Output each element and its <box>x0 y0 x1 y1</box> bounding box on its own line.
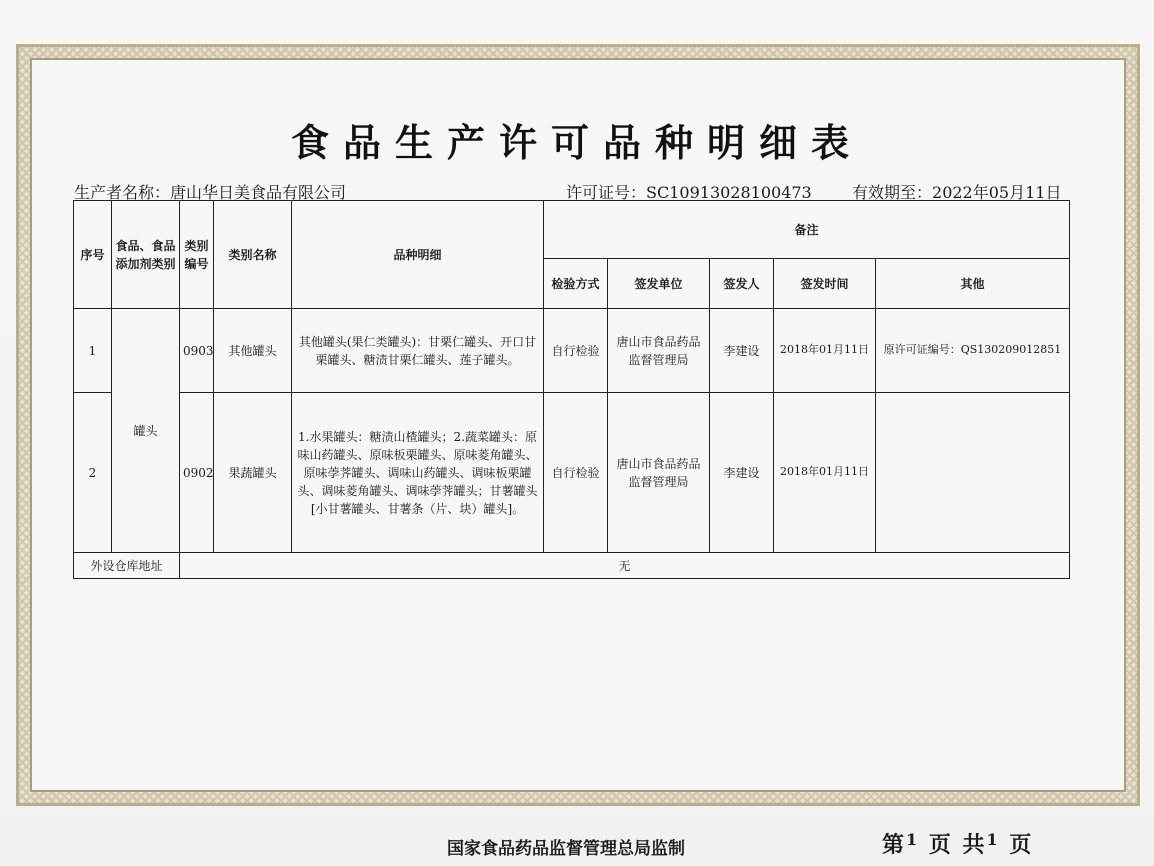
row-issuer: 李建设 <box>710 393 774 553</box>
page-prefix: 第 <box>882 832 907 858</box>
row-details: 其他罐头(果仁类罐头)：甘栗仁罐头、开口甘栗罐头、糖渍甘栗仁罐头、莲子罐头。 <box>292 309 544 393</box>
row-name: 果蔬罐头 <box>214 393 292 553</box>
producer-label: 生产者名称： <box>74 183 171 202</box>
header-inspection: 检验方式 <box>544 259 608 309</box>
header-issue-date: 签发时间 <box>774 259 876 309</box>
row-other <box>876 393 1070 553</box>
header-issuer-unit: 签发单位 <box>608 259 710 309</box>
row-inspection: 自行检验 <box>544 309 608 393</box>
row-issuer-unit: 唐山市食品药品监督管理局 <box>608 393 710 553</box>
issuing-authority: 国家食品药品监督管理总局监制 <box>447 839 685 859</box>
header-other: 其他 <box>876 259 1070 309</box>
warehouse-label: 外设仓库地址 <box>74 553 180 579</box>
warehouse-row <box>74 553 1070 579</box>
page-counter <box>882 828 1033 859</box>
header-food-category: 食品、食品添加剂类别 <box>112 201 180 309</box>
row-code: 0902 <box>180 393 214 553</box>
page-suffix: 页 <box>1009 832 1034 858</box>
row-seq: 2 <box>74 393 112 553</box>
document-title: 食品生产许可品种明细表 <box>290 120 863 165</box>
header-seq: 序号 <box>74 201 112 309</box>
row-details: 1.水果罐头：糖渍山楂罐头；2.蔬菜罐头：原味山药罐头、原味板栗罐头、原味菱角罐头、原味荸荠罐头、调味山药罐头、调味板栗罐头、调味菱角罐头、调味荸荠罐头；甘薯罐头[小甘薯罐头、甘薯条（片、块）罐头]。 <box>292 393 544 553</box>
row-issuer: 李建设 <box>710 309 774 393</box>
row-name: 其他罐头 <box>214 309 292 393</box>
valid-date: 2022年05月11日 <box>932 183 1062 202</box>
header-category-code: 类别编号 <box>180 201 214 309</box>
row-seq: 1 <box>74 309 112 393</box>
row-issue-date: 2018年01月11日 <box>774 393 876 553</box>
header-category-name: 类别名称 <box>214 201 292 309</box>
page-number: 1 <box>906 830 920 849</box>
page-total: 1 <box>986 830 1000 849</box>
row-code: 0903 <box>180 309 214 393</box>
producer-name: 唐山华日美食品有限公司 <box>170 183 347 202</box>
row-issue-date: 2018年01月11日 <box>774 309 876 393</box>
license-number: SC10913028100473 <box>646 183 812 202</box>
valid-label: 有效期至： <box>852 183 933 202</box>
header-details: 品种明细 <box>292 201 544 309</box>
row-inspection: 自行检验 <box>544 393 608 553</box>
row-other: 原许可证编号：QS1302090128​51 <box>876 309 1070 393</box>
table-header-row <box>74 201 1070 259</box>
row-issuer-unit: 唐山市食品药品监督管理局 <box>608 309 710 393</box>
variety-detail-table <box>73 200 1070 579</box>
food-category-cell: 罐头 <box>112 309 180 553</box>
table-row <box>74 309 1070 393</box>
warehouse-value: 无 <box>180 553 1070 579</box>
license-label: 许可证号： <box>566 183 647 202</box>
page-mid: 页 共 <box>928 832 987 858</box>
table-row <box>74 393 1070 553</box>
header-issuer: 签发人 <box>710 259 774 309</box>
header-remarks: 备注 <box>544 201 1070 259</box>
